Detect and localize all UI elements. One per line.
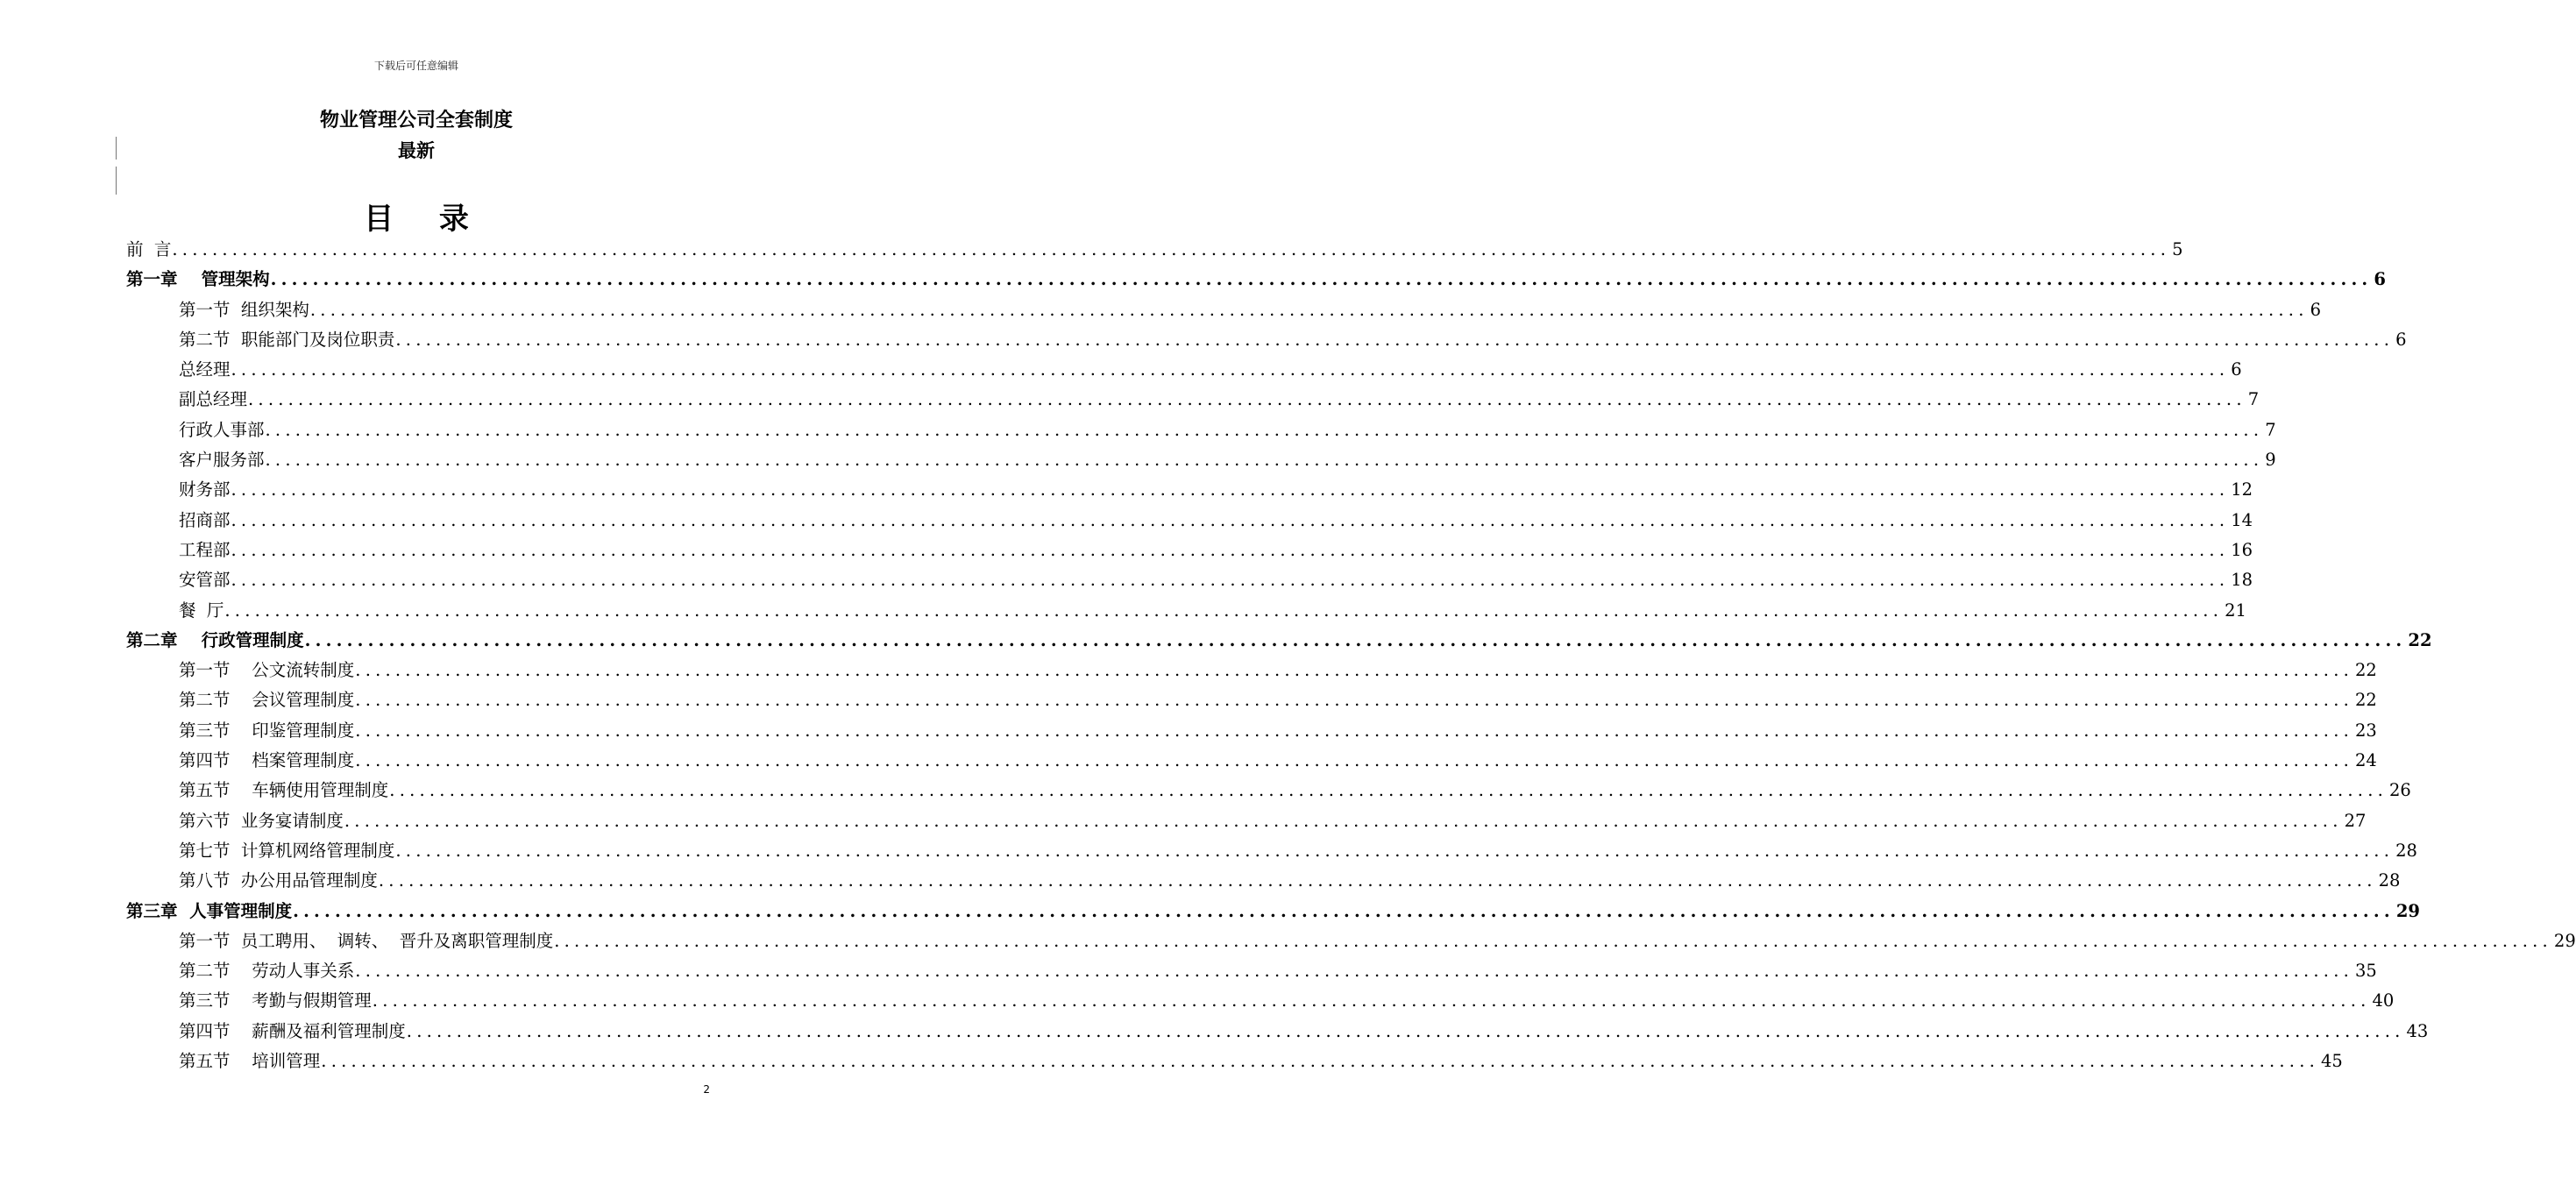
toc-entry-label: 第二章 行政管理制度 bbox=[126, 629, 304, 650]
toc-entry-page: 22 bbox=[2408, 629, 2432, 650]
toc-entry-page: 6 bbox=[2374, 269, 2386, 290]
toc-entry[interactable] bbox=[126, 265, 2386, 294]
toc-dot-leader: ........................................................................................................................................................................................................ bbox=[248, 389, 2246, 410]
toc-dot-leader: ........................................................................................................................................................................................................ bbox=[355, 961, 2353, 982]
toc-entry[interactable] bbox=[126, 866, 2401, 896]
toc-entry-label: 第二节 职能部门及岗位职责 bbox=[179, 329, 395, 350]
toc-dot-leader: ........................................................................................................................................................................................................ bbox=[378, 870, 2377, 891]
toc-entry-page: 29 bbox=[2553, 930, 2576, 951]
toc-entry-page: 27 bbox=[2344, 810, 2367, 831]
toc-entry[interactable] bbox=[126, 415, 2276, 445]
table-of-contents bbox=[126, 235, 2576, 1076]
toc-entry-label: 第三章 人事管理制度 bbox=[126, 900, 293, 921]
toc-dot-leader: ........................................................................................................................................................................................................ bbox=[293, 900, 2395, 921]
toc-entry[interactable] bbox=[126, 716, 2377, 746]
toc-entry-page: 16 bbox=[2231, 539, 2253, 560]
toc-dot-leader: ........................................................................................................................................................................................................ bbox=[231, 509, 2230, 530]
toc-entry-page: 35 bbox=[2355, 961, 2377, 982]
toc-entry-label: 第五节 培训管理 bbox=[179, 1051, 321, 1072]
toc-entry-label: 第四节 薪酬及福利管理制度 bbox=[179, 1020, 406, 1041]
toc-dot-leader: ........................................................................................................................................................................................................ bbox=[395, 329, 2395, 350]
toc-entry[interactable] bbox=[126, 806, 2367, 836]
toc-entry[interactable] bbox=[126, 325, 2407, 355]
toc-entry-label: 财务部 bbox=[179, 479, 231, 500]
toc-dot-leader: ........................................................................................................................................................................................................ bbox=[304, 629, 2407, 650]
toc-dot-leader: ........................................................................................................................................................................................................ bbox=[224, 600, 2224, 621]
toc-dot-leader: ........................................................................................................................................................................................................ bbox=[321, 1051, 2319, 1072]
toc-entry[interactable] bbox=[126, 897, 2420, 926]
toc-entry-page: 14 bbox=[2231, 509, 2253, 530]
toc-entry-page: 40 bbox=[2372, 990, 2395, 1011]
toc-entry-page: 7 bbox=[2247, 389, 2260, 410]
toc-dot-leader: ........................................................................................................................................................................................................ bbox=[406, 1020, 2405, 1041]
toc-entry-page: 22 bbox=[2355, 660, 2377, 681]
toc-dot-leader: ........................................................................................................................................................................................................ bbox=[395, 840, 2395, 861]
document-subtitle: 最新 bbox=[398, 140, 435, 161]
toc-entry-page: 24 bbox=[2355, 750, 2377, 771]
toc-entry-page: 22 bbox=[2355, 690, 2377, 711]
toc-entry[interactable] bbox=[126, 986, 2395, 1016]
document-title: 物业管理公司全套制度 bbox=[319, 110, 513, 131]
toc-dot-leader: ........................................................................................................................................................................................................ bbox=[355, 660, 2353, 681]
toc-entry-label: 客户服务部 bbox=[179, 450, 265, 471]
toc-entry-label: 工程部 bbox=[179, 539, 231, 560]
toc-entry-page: 43 bbox=[2406, 1020, 2429, 1041]
toc-entry-label: 第四节 档案管理制度 bbox=[179, 750, 355, 771]
toc-entry-label: 第六节 业务宴请制度 bbox=[179, 810, 344, 831]
toc-entry-page: 23 bbox=[2355, 720, 2377, 741]
toc-entry-label: 第三节 考勤与假期管理 bbox=[179, 990, 372, 1011]
toc-entry[interactable] bbox=[126, 656, 2377, 685]
toc-dot-leader: ........................................................................................................................................................................................................ bbox=[270, 269, 2373, 290]
toc-entry[interactable] bbox=[126, 746, 2377, 776]
toc-entry[interactable] bbox=[126, 295, 2322, 325]
page-number: 2 bbox=[703, 1083, 710, 1096]
toc-dot-leader: ........................................................................................................................................................................................................ bbox=[231, 570, 2230, 591]
toc-entry-page: 6 bbox=[2395, 329, 2407, 350]
toc-entry-label: 第七节 计算机网络管理制度 bbox=[179, 840, 395, 861]
toc-entry-page: 26 bbox=[2389, 780, 2411, 801]
toc-entry-label: 前 言 bbox=[126, 239, 172, 259]
toc-entry[interactable] bbox=[126, 536, 2253, 565]
toc-entry[interactable] bbox=[126, 506, 2253, 536]
toc-entry[interactable] bbox=[126, 235, 2183, 265]
toc-entry-label: 第一节 公文流转制度 bbox=[179, 660, 355, 681]
toc-entry-label: 第八节 办公用品管理制度 bbox=[179, 870, 378, 891]
toc-entry[interactable] bbox=[126, 445, 2276, 475]
toc-entry-label: 第二节 劳动人事关系 bbox=[179, 961, 355, 982]
toc-entry-page: 21 bbox=[2225, 600, 2246, 621]
margin-mark bbox=[116, 167, 117, 195]
toc-entry-page: 5 bbox=[2172, 239, 2183, 259]
toc-entry[interactable] bbox=[126, 565, 2253, 595]
toc-dot-leader: ........................................................................................................................................................................................................ bbox=[355, 690, 2353, 711]
toc-entry-page: 12 bbox=[2231, 479, 2253, 500]
toc-heading: 目 录 bbox=[364, 202, 486, 237]
toc-entry[interactable] bbox=[126, 475, 2253, 505]
toc-entry[interactable] bbox=[126, 1017, 2429, 1047]
toc-dot-leader: ........................................................................................................................................................................................................ bbox=[309, 299, 2309, 320]
toc-entry[interactable] bbox=[126, 956, 2377, 986]
toc-entry-label: 第一节 组织架构 bbox=[179, 299, 309, 320]
toc-entry-label: 第五节 车辆使用管理制度 bbox=[179, 780, 389, 801]
toc-entry[interactable] bbox=[126, 355, 2242, 385]
toc-entry-page: 28 bbox=[2378, 870, 2401, 891]
toc-entry[interactable] bbox=[126, 836, 2417, 866]
toc-entry-label: 餐 厅 bbox=[179, 600, 224, 621]
toc-entry[interactable] bbox=[126, 685, 2377, 715]
toc-entry-label: 第二节 会议管理制度 bbox=[179, 690, 355, 711]
toc-dot-leader: ........................................................................................................................................................................................................ bbox=[231, 359, 2230, 380]
toc-dot-leader: ........................................................................................................................................................................................................ bbox=[172, 239, 2171, 259]
toc-dot-leader: ........................................................................................................................................................................................................ bbox=[265, 419, 2264, 440]
toc-entry[interactable] bbox=[126, 776, 2411, 805]
toc-entry[interactable] bbox=[126, 1047, 2343, 1076]
toc-dot-leader: ........................................................................................................................................................................................................ bbox=[389, 780, 2388, 801]
header-note: 下载后可任意编辑 bbox=[373, 60, 458, 72]
toc-entry-page: 7 bbox=[2265, 419, 2276, 440]
toc-entry-label: 副总经理 bbox=[179, 389, 248, 410]
toc-dot-leader: ........................................................................................................................................................................................................ bbox=[355, 750, 2353, 771]
toc-entry-page: 45 bbox=[2321, 1051, 2343, 1072]
toc-entry-label: 第三节 印鉴管理制度 bbox=[179, 720, 355, 741]
toc-dot-leader: ........................................................................................................................................................................................................ bbox=[265, 450, 2264, 471]
toc-dot-leader: ........................................................................................................................................................................................................ bbox=[372, 990, 2371, 1011]
toc-entry-page: 6 bbox=[2231, 359, 2242, 380]
toc-entry-label: 招商部 bbox=[179, 509, 231, 530]
toc-entry-page: 9 bbox=[2265, 450, 2276, 471]
toc-entry[interactable] bbox=[126, 926, 2576, 956]
toc-entry-label: 总经理 bbox=[179, 359, 231, 380]
toc-entry-label: 安管部 bbox=[179, 570, 231, 591]
toc-entry-page: 18 bbox=[2231, 570, 2253, 591]
toc-entry-page: 6 bbox=[2310, 299, 2322, 320]
toc-dot-leader: ........................................................................................................................................................................................................ bbox=[554, 930, 2552, 951]
toc-entry-label: 行政人事部 bbox=[179, 419, 265, 440]
toc-entry-page: 28 bbox=[2395, 840, 2417, 861]
toc-entry[interactable] bbox=[126, 385, 2260, 415]
toc-entry[interactable] bbox=[126, 596, 2246, 626]
toc-entry-label: 第一章 管理架构 bbox=[126, 269, 270, 290]
toc-entry[interactable] bbox=[126, 626, 2432, 656]
toc-dot-leader: ........................................................................................................................................................................................................ bbox=[344, 810, 2343, 831]
margin-mark bbox=[116, 137, 117, 160]
toc-entry-page: 29 bbox=[2395, 900, 2420, 921]
toc-entry-label: 第一节 员工聘用、 调转、 晋升及离职管理制度 bbox=[179, 930, 554, 951]
toc-dot-leader: ........................................................................................................................................................................................................ bbox=[231, 539, 2230, 560]
toc-dot-leader: ........................................................................................................................................................................................................ bbox=[355, 720, 2353, 741]
toc-dot-leader: ........................................................................................................................................................................................................ bbox=[231, 479, 2230, 500]
